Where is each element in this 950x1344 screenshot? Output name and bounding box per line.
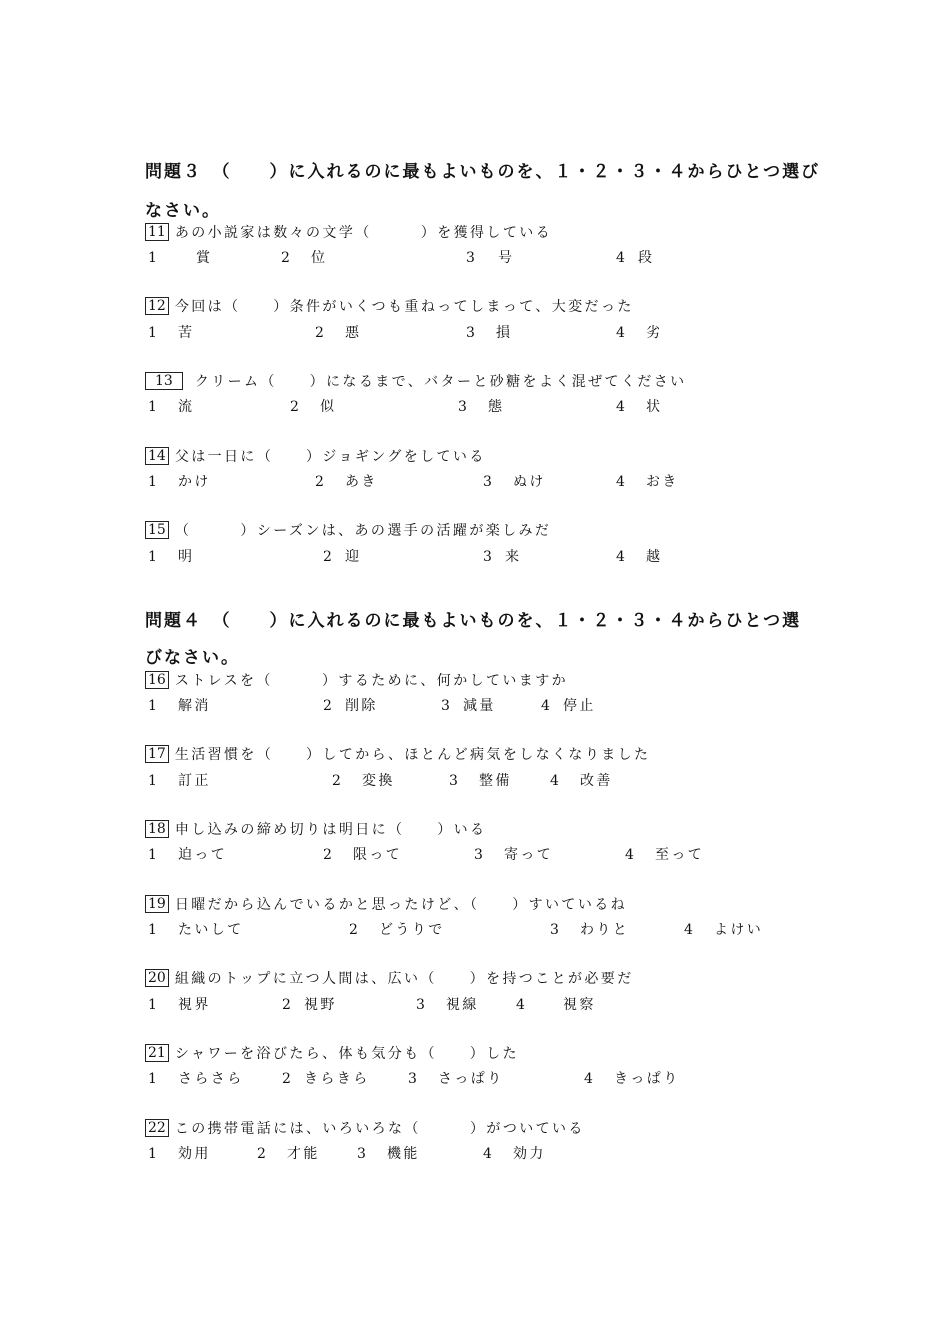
- question-text: （ ）シーズンは、あの選手の活躍が楽しみだ: [174, 523, 552, 539]
- option-number: 4: [616, 325, 628, 341]
- option-label: 劣: [646, 325, 663, 341]
- question-number-box: 15: [145, 521, 169, 539]
- section-4-heading-line1: 問題４ （ ）に入れるのに最もよいものを、１・２・３・４からひとつ選: [145, 611, 802, 631]
- option-label: 号: [498, 250, 515, 266]
- option-number: 1: [148, 698, 160, 714]
- option-number: 4: [616, 474, 628, 490]
- option-number: 4: [616, 250, 628, 266]
- option-number: 3: [466, 250, 478, 266]
- option-number: 3: [474, 847, 486, 863]
- option-label: 減量: [463, 698, 496, 714]
- question-number-box: 16: [145, 671, 169, 689]
- option-label: さらさら: [178, 1071, 244, 1087]
- option-label: 寄って: [504, 847, 554, 863]
- option-number: 2: [290, 399, 302, 415]
- option-number: 4: [616, 399, 628, 415]
- option-label: 悪: [345, 325, 362, 341]
- question-number-box: 20: [145, 969, 169, 987]
- options-19: [0, 920, 950, 940]
- option-number: 3: [550, 922, 562, 938]
- options-21: [0, 1069, 950, 1089]
- option-number: 4: [616, 549, 628, 565]
- option-number: 4: [684, 922, 696, 938]
- options-18: [0, 845, 950, 865]
- option-label: 迫って: [178, 847, 228, 863]
- option-number: 1: [148, 997, 160, 1013]
- options-15: [0, 547, 950, 567]
- option-label: さっぱり: [438, 1071, 504, 1087]
- option-number: 3: [483, 474, 495, 490]
- option-label: 停止: [563, 698, 596, 714]
- option-label: 損: [496, 325, 513, 341]
- question-16: [145, 671, 568, 691]
- option-label: 視察: [563, 997, 596, 1013]
- question-text: 父は一日に（ ）ジョギングをしている: [174, 449, 486, 465]
- option-number: 4: [541, 698, 553, 714]
- option-label: 段: [638, 250, 655, 266]
- option-label: きっぱり: [614, 1071, 680, 1087]
- option-label: 明: [178, 549, 195, 565]
- option-label: どうりで: [379, 922, 445, 938]
- question-number-box: 12: [145, 297, 169, 315]
- option-number: 2: [323, 549, 335, 565]
- option-number: 1: [148, 1071, 160, 1087]
- option-label: おき: [646, 474, 679, 490]
- question-18: [145, 820, 486, 840]
- options-20: [0, 995, 950, 1015]
- option-label: 越: [646, 549, 663, 565]
- option-label: 訂正: [178, 773, 211, 789]
- options-16: [0, 696, 950, 716]
- option-number: 1: [148, 1146, 160, 1162]
- question-22: [145, 1119, 585, 1139]
- options-13: [0, 397, 950, 417]
- option-number: 2: [315, 325, 327, 341]
- option-number: 1: [148, 325, 160, 341]
- option-number: 2: [323, 698, 335, 714]
- question-text: ストレスを（ ）するために、何かしていますか: [174, 673, 569, 689]
- options-17: [0, 771, 950, 791]
- option-number: 3: [466, 325, 478, 341]
- options-14: [0, 472, 950, 492]
- option-number: 1: [148, 549, 160, 565]
- option-number: 1: [148, 474, 160, 490]
- option-number: 3: [458, 399, 470, 415]
- option-label: 来: [505, 549, 522, 565]
- option-number: 2: [349, 922, 361, 938]
- option-label: たいして: [178, 922, 244, 938]
- option-number: 1: [148, 250, 160, 266]
- question-text: シャワーを浴びたら、体も気分も（ ）した: [174, 1046, 519, 1062]
- question-text: 組織のトップに立つ人間は、広い（ ）を持つことが必要だ: [174, 971, 634, 987]
- option-label: 改善: [580, 773, 613, 789]
- question-11: [145, 223, 552, 243]
- option-number: 2: [281, 250, 293, 266]
- question-20: [145, 969, 634, 989]
- options-11: [0, 248, 950, 268]
- question-17: [145, 745, 650, 765]
- option-label: 効力: [513, 1146, 546, 1162]
- option-number: 4: [483, 1146, 495, 1162]
- option-number: 3: [449, 773, 461, 789]
- option-label: わりと: [580, 922, 630, 938]
- question-number-box: 19: [145, 895, 169, 913]
- question-text: 今回は（ ）条件がいくつも重ねってしまって、大変だった: [174, 299, 634, 315]
- option-label: 賞: [196, 250, 213, 266]
- option-number: 2: [282, 997, 294, 1013]
- option-number: 1: [148, 773, 160, 789]
- option-number: 1: [148, 922, 160, 938]
- option-label: 整備: [479, 773, 512, 789]
- section-3-heading-line2: なさい。: [145, 201, 221, 221]
- options-22: [0, 1144, 950, 1164]
- option-label: 才能: [287, 1146, 320, 1162]
- option-number: 4: [550, 773, 562, 789]
- option-number: 4: [625, 847, 637, 863]
- question-text: 申し込みの締め切りは明日に（ ）いる: [174, 822, 487, 838]
- option-label: 削除: [345, 698, 378, 714]
- option-number: 3: [408, 1071, 420, 1087]
- option-label: きらきら: [304, 1071, 370, 1087]
- option-number: 1: [148, 399, 160, 415]
- question-19: [145, 895, 627, 915]
- option-label: 限って: [353, 847, 403, 863]
- option-label: 視野: [304, 997, 337, 1013]
- question-13: [145, 372, 687, 392]
- option-label: あき: [345, 474, 378, 490]
- option-label: 解消: [178, 698, 211, 714]
- option-label: 態: [488, 399, 505, 415]
- option-number: 1: [148, 847, 160, 863]
- option-number: 4: [584, 1071, 596, 1087]
- option-number: 2: [332, 773, 344, 789]
- option-label: 視界: [178, 997, 211, 1013]
- option-label: かけ: [178, 474, 211, 490]
- options-12: [0, 323, 950, 343]
- option-label: 状: [646, 399, 663, 415]
- section-3-heading-line1: 問題３ （ ）に入れるのに最もよいものを、１・２・３・４からひとつ選び: [145, 162, 821, 182]
- question-number-box: 21: [145, 1044, 169, 1062]
- question-text: クリーム（ ）になるまで、バターと砂糖をよく混ぜてください: [194, 374, 687, 390]
- question-number-box: 18: [145, 820, 169, 838]
- option-number: 3: [357, 1146, 369, 1162]
- question-12: [145, 297, 634, 317]
- question-number-box: 13: [145, 372, 183, 390]
- option-number: 2: [315, 474, 327, 490]
- option-number: 4: [516, 997, 528, 1013]
- option-label: ぬけ: [513, 474, 546, 490]
- option-label: 似: [320, 399, 337, 415]
- question-number-box: 22: [145, 1119, 169, 1137]
- question-text: 日曜だから込んでいるかと思ったけど、（ ）すいているね: [174, 897, 628, 913]
- option-label: 効用: [178, 1146, 211, 1162]
- option-label: よけい: [714, 922, 764, 938]
- option-label: 至って: [655, 847, 705, 863]
- question-15: [145, 521, 551, 541]
- option-number: 3: [483, 549, 495, 565]
- question-14: [145, 447, 486, 467]
- option-number: 2: [323, 847, 335, 863]
- section-4-heading-line2: びなさい。: [145, 648, 240, 668]
- option-label: 迎: [345, 549, 362, 565]
- option-number: 3: [416, 997, 428, 1013]
- question-text: 生活習慣を（ ）してから、ほとんど病気をしなくなりました: [174, 747, 651, 763]
- option-number: 2: [282, 1071, 294, 1087]
- option-label: 変換: [362, 773, 395, 789]
- question-text: この携帯電話には、いろいろな（ ）がついている: [174, 1121, 585, 1137]
- option-number: 3: [441, 698, 453, 714]
- question-number-box: 11: [145, 223, 169, 241]
- option-label: 位: [311, 250, 328, 266]
- option-label: 機能: [387, 1146, 420, 1162]
- question-number-box: 14: [145, 447, 169, 465]
- option-label: 流: [178, 399, 195, 415]
- question-number-box: 17: [145, 745, 169, 763]
- option-number: 2: [257, 1146, 269, 1162]
- option-label: 苦: [178, 325, 195, 341]
- option-label: 視線: [446, 997, 479, 1013]
- question-text: あの小説家は数々の文学（ ）を獲得している: [174, 225, 553, 241]
- question-21: [145, 1044, 519, 1064]
